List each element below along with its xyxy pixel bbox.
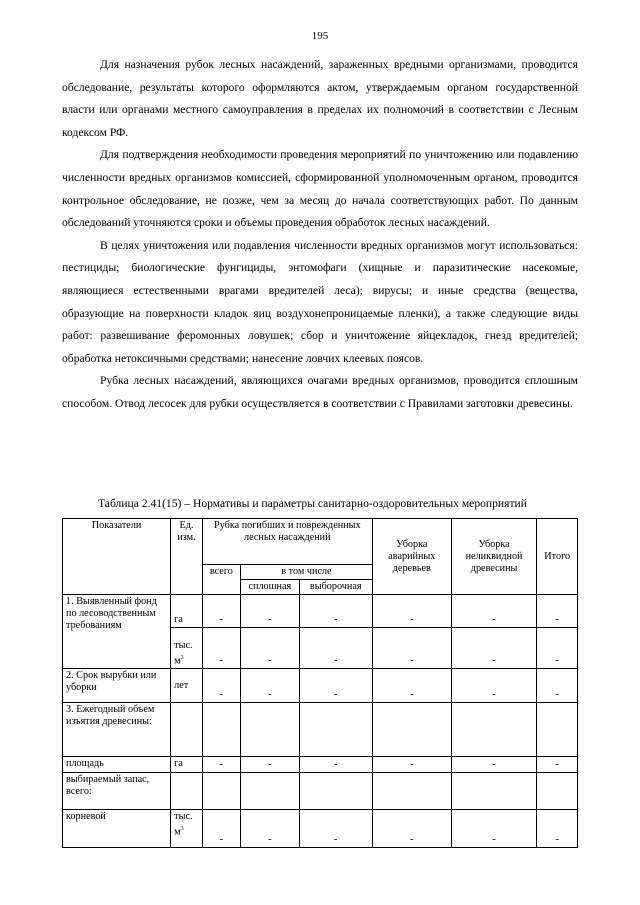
empty-cell xyxy=(299,773,372,810)
paragraph-2: Для подтверждения необходимости проведения мероприятий по уничтожению или подавлению численности вредных организмов комиссией, сформированной уполномоченным органом, проводится контрольное обследование, не позже, чем за месяц до начала соответствующих работ. По данным обследований уточняются сроки и объемы проведения обработок лесных насаждений. xyxy=(62,148,578,230)
value-cell: - xyxy=(372,595,451,628)
unit-superscript: 3 xyxy=(180,826,184,832)
unit-text: тыс. xyxy=(174,811,193,822)
header-total: всего xyxy=(202,565,240,595)
value-cell: - xyxy=(451,628,537,669)
empty-cell xyxy=(372,773,451,810)
body-text xyxy=(62,54,578,416)
header-emergency: Уборка аварийных деревьев xyxy=(372,519,451,595)
value-cell: - xyxy=(299,810,372,848)
value-cell: - xyxy=(372,757,451,773)
page-number: 195 xyxy=(311,30,329,42)
empty-cell xyxy=(171,703,203,757)
value-cell: - xyxy=(537,595,578,628)
unit-text: тыс. xyxy=(174,639,193,651)
header-sum: Итого xyxy=(537,519,578,595)
value-cell: - xyxy=(299,669,372,703)
empty-cell xyxy=(202,703,240,757)
header-clear: сплошная xyxy=(241,580,300,595)
value-cell: - xyxy=(299,757,372,773)
unit-text: м xyxy=(174,826,181,838)
empty-cell xyxy=(372,703,451,757)
empty-cell xyxy=(202,773,240,810)
header-including: в том числе xyxy=(241,565,373,580)
value-cell: - xyxy=(202,810,240,848)
value-cell: - xyxy=(372,669,451,703)
unit-cell: лет xyxy=(171,669,203,703)
value-cell: - xyxy=(241,595,300,628)
unit-cell xyxy=(171,628,203,669)
value-cell: - xyxy=(202,595,240,628)
unit-cell xyxy=(171,810,203,848)
paragraph-4: Рубка лесных насаждений, являющихся очагами вредных организмов, проводится сплошным способом. Отвод лесосек для рубки осуществляется в соответствии с Правилами заготовки древесины. xyxy=(62,374,578,410)
value-cell: - xyxy=(202,628,240,669)
sanitary-measures-table xyxy=(62,518,578,848)
value-cell: - xyxy=(299,628,372,669)
row-label: 2. Срок вырубки или уборки xyxy=(63,669,171,703)
row-label: выбираемый запас, всего: xyxy=(63,773,171,810)
value-cell: - xyxy=(537,669,578,703)
empty-cell xyxy=(171,773,203,810)
value-cell: - xyxy=(451,669,537,703)
value-cell: - xyxy=(241,810,300,848)
empty-cell xyxy=(241,703,300,757)
header-illiquid: Уборка неликвидной древесины xyxy=(451,519,537,595)
value-cell: - xyxy=(537,628,578,669)
value-cell: - xyxy=(537,757,578,773)
value-cell: - xyxy=(451,595,537,628)
header-indicators: Показатели xyxy=(63,519,171,595)
value-cell: - xyxy=(241,757,300,773)
value-cell: - xyxy=(451,810,537,848)
row-label: корневой xyxy=(63,810,171,848)
header-selective: выборочная xyxy=(299,580,372,595)
empty-cell xyxy=(537,773,578,810)
value-cell: - xyxy=(299,595,372,628)
value-cell: - xyxy=(372,628,451,669)
empty-cell xyxy=(451,703,537,757)
value-cell: - xyxy=(202,757,240,773)
empty-cell xyxy=(451,773,537,810)
row-label: 3. Ежегодный объем изъятия древесины: xyxy=(63,703,171,757)
empty-cell xyxy=(299,703,372,757)
paragraph-1: Для назначения рубок лесных насаждений, зараженных вредными организмами, проводится обследование, результаты которого оформляются актом, утверждаемым органом государственной власти или органами местного самоуправления в пределах их полномочий в соответствии с Лесным кодексом РФ. xyxy=(62,58,578,139)
empty-cell xyxy=(241,773,300,810)
value-cell: - xyxy=(451,757,537,773)
header-felling-group: Рубка погибших и поврежденных лесных насаждений xyxy=(202,519,372,565)
table-caption: Таблица 2.41(15) – Нормативы и параметры санитарно-оздоровительных мероприятий xyxy=(98,497,527,510)
unit-superscript: 3 xyxy=(180,654,184,661)
row-label: 1. Выявленный фонд по лесоводственным требованиям xyxy=(63,595,171,669)
value-cell: - xyxy=(241,628,300,669)
value-cell: - xyxy=(241,669,300,703)
paragraph-3: В целях уничтожения или подавления численности вредных организмов могут использоваться: пестициды; биологические фунгициды, энтомофаги (хищные и паразитические насекомые, являющиеся естественными врагами вредителей леса); вирусы; и иные средства (вещества, образующие на поверхности кладок яиц воздухонепроницаемые пленки), а также следующие виды работ: развешивание феромонных ловушек; сбор и уничтожение яйцекладок, гнезд вредителей; обработка нетоксичными средствами; нанесение ловчих клеевых поясов. xyxy=(62,238,578,365)
unit-cell: га xyxy=(171,595,203,628)
header-unit: Ед. изм. xyxy=(171,519,203,595)
row-label: площадь xyxy=(63,757,171,773)
value-cell: - xyxy=(202,669,240,703)
unit-cell: га xyxy=(171,757,203,773)
empty-cell xyxy=(537,703,578,757)
value-cell: - xyxy=(537,810,578,848)
unit-text: м xyxy=(174,655,181,666)
value-cell: - xyxy=(372,810,451,848)
